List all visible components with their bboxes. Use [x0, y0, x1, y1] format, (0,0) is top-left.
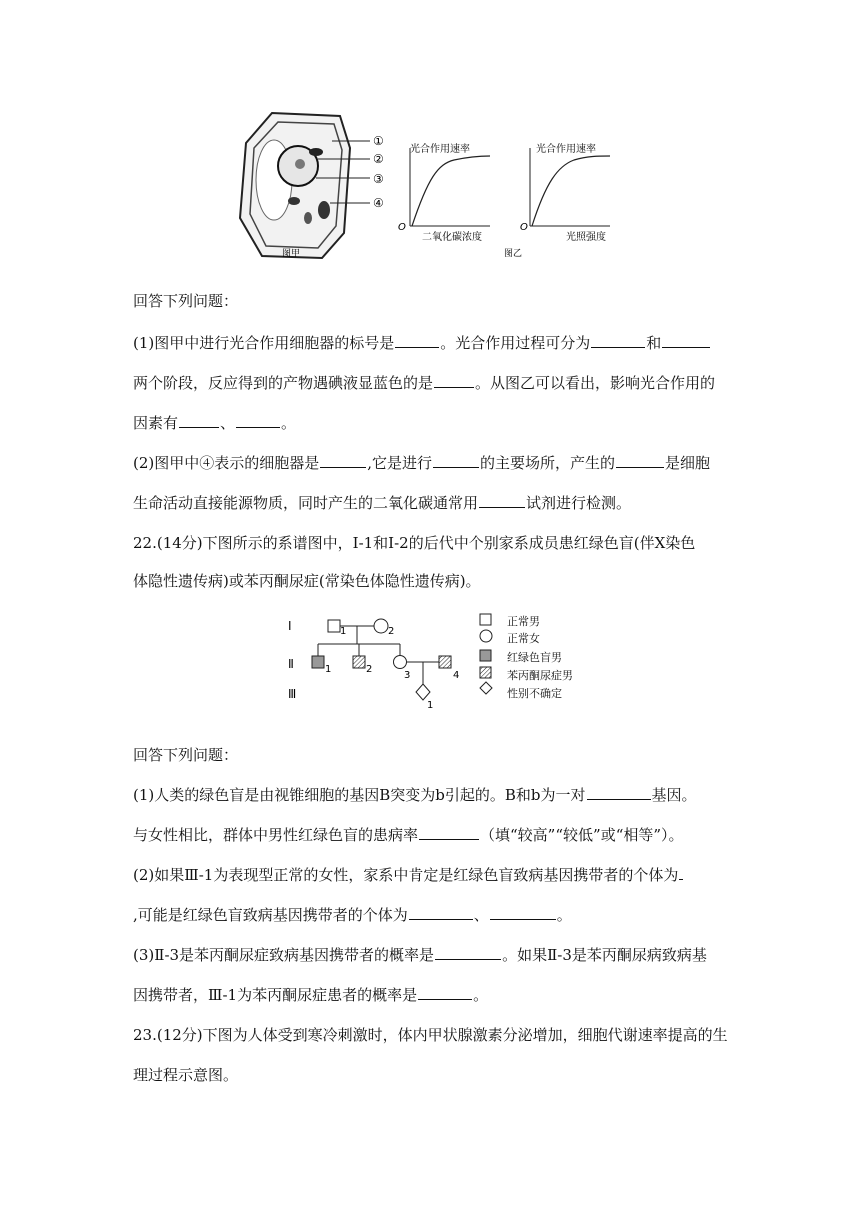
answer-blank[interactable] [179, 413, 219, 428]
q23-line1: 23.(12分)下图为人体受到寒冷刺激时，体内甲状腺激素分泌增加，细胞代谢速率提高的生 [133, 1026, 728, 1044]
q22-p2-line1 [133, 865, 684, 885]
legend-colorblind-male-icon [480, 650, 491, 661]
q22-p1-line2 [133, 825, 684, 845]
q22-p1-l2a: 与女性相比，群体中男性红绿色盲的患病率 [133, 826, 419, 844]
q22-p1-l1a: (1)人类的绿色盲是由视锥细胞的基因B突变为b引起的。B和b为一对 [133, 786, 586, 804]
pedigree-chart [282, 612, 472, 712]
answer-blank[interactable] [409, 905, 473, 920]
q21-p1-l2b: 。从图乙可以看出，影响光合作用的 [475, 374, 716, 392]
cell-label-3: ③ [373, 172, 384, 186]
legend-colorblind-male: 红绿色盲男 [507, 651, 562, 664]
answer-blank[interactable] [395, 333, 439, 348]
q22-header-line2: 体隐性遗传病)或苯丙酮尿症(常染色体隐性遗传病)。 [133, 572, 481, 590]
answer-blank[interactable] [662, 333, 710, 348]
q22-p2-l2a: ,可能是红绿色盲致病基因携带者的个体为 [133, 906, 408, 924]
answer-blank[interactable] [679, 865, 683, 880]
q22-p3-l2b: 。 [473, 986, 489, 1004]
q21-p1-line1 [133, 333, 711, 353]
legend-unknown-sex: 性别不确定 [507, 687, 562, 700]
label-I-1: 1 [340, 626, 347, 637]
answer-blank[interactable] [236, 413, 280, 428]
label-I-2: 2 [388, 626, 395, 637]
legend-unknown-sex-icon [480, 682, 492, 694]
label-III-1: 1 [427, 700, 434, 711]
cell-label-1: ① [373, 134, 384, 148]
generation-label-1: Ⅰ [288, 619, 292, 633]
legend-pku-male: 苯丙酮尿症男 [507, 669, 573, 682]
q21-p1-l3c: 。 [281, 414, 297, 432]
graph2-ylabel: 光合作用速率 [536, 144, 596, 155]
graph1-xlabel: 二氧化碳浓度 [422, 232, 482, 243]
graph-light [530, 148, 610, 226]
answer-blank[interactable] [418, 985, 472, 1000]
answer-blank[interactable] [320, 453, 366, 468]
graph1-origin: O [398, 222, 406, 233]
q22-p1-l1b: 基因。 [651, 786, 697, 804]
q21-p1-l3b: 、 [220, 414, 236, 432]
q21-p2-l2a: 生命活动直接能源物质，同时产生的二氧化碳通常用 [133, 494, 479, 512]
cell-label-4: ④ [373, 196, 384, 210]
individual-I-1 [328, 620, 340, 632]
plant-cell-diagram [240, 113, 370, 258]
q22-p3-line2 [133, 985, 488, 1005]
answer-blank[interactable] [435, 945, 501, 960]
graph2-xlabel: 光照强度 [566, 232, 606, 243]
graph-co2 [410, 148, 490, 226]
individual-I-2 [374, 619, 388, 633]
answer-blank[interactable] [587, 785, 651, 800]
label-II-2: 2 [366, 664, 373, 675]
legend-normal-male-icon [480, 614, 491, 625]
q21-p2-l1d: 是细胞 [665, 454, 711, 472]
label-II-1: 1 [325, 664, 332, 675]
graph2-origin: O [520, 222, 528, 233]
q21-p1-l1a: (1)图甲中进行光合作用细胞器的标号是 [133, 334, 395, 352]
generation-label-2: Ⅱ [288, 657, 294, 671]
individual-II-4 [439, 656, 451, 668]
individual-II-1 [312, 656, 324, 668]
cell-label-2: ② [373, 152, 384, 166]
individual-III-1 [416, 684, 430, 700]
q22-p3-l2a: 因携带者，Ⅲ-1为苯丙酮尿症患者的概率是 [133, 986, 418, 1004]
q21-p2-line2 [133, 493, 631, 513]
q21-p2-line1 [133, 453, 710, 473]
legend-pku-male-icon [480, 667, 491, 678]
q21-p2-l2b: 试剂进行检测。 [526, 494, 632, 512]
answer-blank[interactable] [591, 333, 645, 348]
label-II-4: 4 [453, 670, 460, 681]
graph1-ylabel: 光合作用速率 [410, 144, 470, 155]
answer-blank[interactable] [433, 453, 479, 468]
figure-cell-and-graphs [232, 108, 652, 268]
q21-intro: 回答下列问题： [133, 292, 239, 310]
q22-p3-l1b: 。如果Ⅱ-3是苯丙酮尿病致病基 [502, 946, 707, 964]
q21-p2-l1c: 的主要场所，产生的 [480, 454, 616, 472]
answer-blank[interactable] [490, 905, 556, 920]
q21-p1-line2 [133, 373, 715, 393]
q21-p1-l2a: 两个阶段，反应得到的产物遇碘液显蓝色的是 [133, 374, 434, 392]
legend-normal-female: 正常女 [507, 632, 540, 645]
generation-label-3: Ⅲ [288, 687, 297, 701]
q21-p1-line3 [133, 413, 296, 433]
pedigree-legend-symbols [478, 612, 496, 700]
q22-p2-l2c: 。 [556, 906, 572, 924]
q22-header-line1: 22.(14分)下图所示的系谱图中，I-1和I-2的后代中个别家系成员患红绿色盲(伴X染色 [133, 534, 696, 552]
answer-blank[interactable] [434, 373, 474, 388]
individual-II-3 [394, 656, 407, 669]
q22-p1-l2b: （填“较高”“较低”或“相等”）。 [480, 826, 684, 844]
q22-p2-line2 [133, 905, 572, 925]
q22-p1-line1 [133, 785, 697, 805]
q21-p1-l1c: 和 [646, 334, 662, 352]
q23-line2: 理过程示意图。 [133, 1066, 239, 1084]
caption-yi: 图乙 [504, 249, 523, 259]
answer-blank[interactable] [419, 825, 479, 840]
q21-p1-l3a: 因素有 [133, 414, 179, 432]
q21-p2-l1b: ,它是进行 [367, 454, 433, 472]
q22-p3-line1 [133, 945, 707, 965]
legend-normal-male: 正常男 [507, 615, 540, 628]
q21-p2-l1a: (2)图甲中④表示的细胞器是 [133, 454, 320, 472]
q22-p3-l1a: (3)Ⅱ-3是苯丙酮尿症致病基因携带者的概率是 [133, 946, 435, 964]
caption-jia: 图甲 [282, 249, 301, 259]
legend-normal-female-icon [480, 630, 492, 642]
answer-blank[interactable] [616, 453, 664, 468]
q22-p2-l1a: (2)如果Ⅲ-1为表现型正常的女性，家系中肯定是红绿色盲致病基因携带者的个体为 [133, 866, 679, 884]
q22-p2-l2b: 、 [473, 906, 489, 924]
individual-II-2 [353, 656, 365, 668]
label-II-3: 3 [404, 670, 411, 681]
q22-intro: 回答下列问题： [133, 746, 239, 764]
answer-blank[interactable] [479, 493, 525, 508]
q21-p1-l1b: 。光合作用过程可分为 [440, 334, 591, 352]
